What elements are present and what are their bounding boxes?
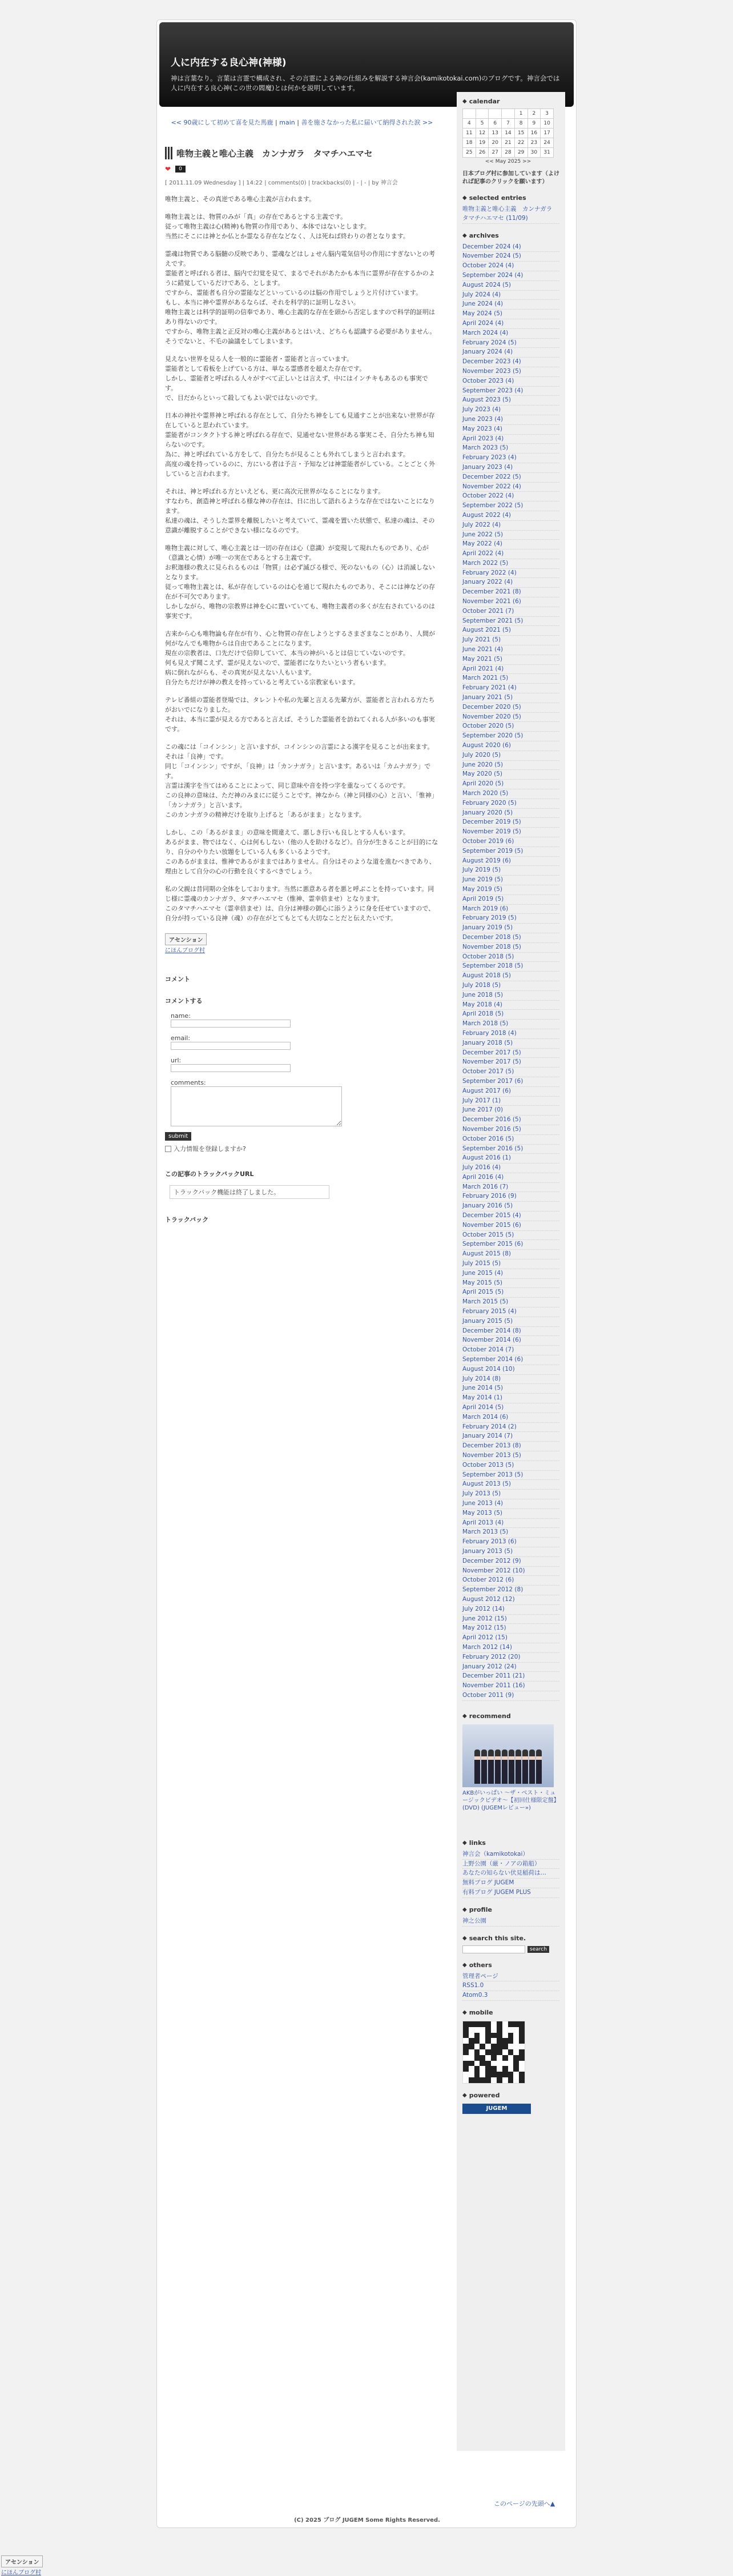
archive-link[interactable]: December 2024 (4) (462, 243, 559, 252)
archive-link[interactable]: August 2019 (6) (462, 857, 559, 866)
archive-link[interactable]: April 2018 (5) (462, 1010, 559, 1020)
archive-link[interactable]: November 2018 (5) (462, 943, 559, 953)
email-label: email: (171, 1034, 191, 1042)
archive-link[interactable]: November 2011 (16) (462, 1682, 559, 1691)
archive-link[interactable]: April 2021 (4) (462, 665, 559, 675)
entry-icon (165, 147, 173, 159)
search-title: search this site. (469, 1934, 526, 1942)
entry-paragraph: 日本の神社や霊界神と呼ばれる存在として、自分たち神をしても見通すことが出来ない世界が存在していると思われています。 霊能者がコンタクトする神と呼ばれる存在で、見通せない世界がある事実こそ、自分たち神も知らないのです。 為に、神と呼ばれている方をして、自分たちが見ることも外れてしまうと言われます。 高度の魂を持っているのに、方にいる者は予言・予知などは神霊能者がしている。ことごとく外していると言われます。 (165, 412, 435, 478)
archive-link[interactable]: June 2023 (4) (462, 415, 559, 425)
archive-link[interactable]: February 2016 (9) (462, 1192, 559, 1202)
corner-ascension-banner[interactable]: アセンション (1, 2555, 43, 2567)
sidebar (457, 92, 565, 2451)
recommend-title: recommend (469, 1712, 511, 1720)
links-title: links (469, 1839, 486, 1847)
remember-label: 入力情報を登録しますか? (174, 1145, 246, 1153)
sidebar-link[interactable]: 上野公園（厳・ノアの箱船） (462, 1860, 559, 1869)
archive-link[interactable]: October 2018 (5) (462, 953, 559, 962)
archive-link[interactable]: October 2017 (5) (462, 1068, 559, 1077)
archive-link[interactable]: September 2015 (6) (462, 1240, 559, 1250)
profile-list (462, 1917, 559, 1927)
archive-link[interactable]: March 2022 (5) (462, 559, 559, 569)
archive-link[interactable]: January 2015 (5) (462, 1317, 559, 1327)
archive-link[interactable]: March 2023 (5) (462, 444, 559, 454)
prev-entry-link[interactable]: << 90歳にして初めて喜を見た馬鹿 (171, 119, 273, 126)
archive-link[interactable]: February 2015 (4) (462, 1307, 559, 1317)
blog-title[interactable]: 人に内在する良心神(神様) (171, 57, 287, 69)
archive-link[interactable]: January 2023 (4) (462, 463, 559, 473)
recommend-image[interactable] (462, 1724, 554, 1787)
archive-link[interactable]: August 2012 (12) (462, 1595, 559, 1605)
calendar-day: 18 (463, 138, 476, 148)
archive-link[interactable]: July 2024 (4) (462, 291, 559, 300)
others-title: others (469, 1961, 492, 1969)
archive-link[interactable]: March 2018 (5) (462, 1020, 559, 1029)
archive-link[interactable]: December 2023 (4) (462, 358, 559, 367)
archive-link[interactable]: February 2022 (4) (462, 569, 559, 579)
next-entry-link[interactable]: 善を施さなかった私に届いて納得された涙 >> (301, 119, 433, 126)
archive-link[interactable]: November 2023 (5) (462, 367, 559, 377)
calendar-day: 7 (502, 119, 515, 129)
calendar-day: 8 (514, 119, 527, 129)
archive-link[interactable]: June 2021 (4) (462, 645, 559, 655)
mobile-title: mobile (469, 2008, 493, 2016)
trackback-url-heading: この記事のトラックバックURL (165, 1170, 254, 1178)
archive-link[interactable]: October 2019 (6) (462, 837, 559, 847)
archive-link[interactable]: December 2018 (5) (462, 933, 559, 943)
calendar-title: calendar (469, 98, 500, 105)
calendar-day (476, 109, 489, 119)
archive-link[interactable]: June 2014 (5) (462, 1384, 559, 1394)
calendar-day (489, 109, 502, 119)
entry-paragraph: この魂には「コインシン」と言いますが、コインシンの言霊による漢字を見ることが出来ます。それは「良神」です。 同じ「コインシン」ですが、「良神」は「カンナガラ」と言います。あるいは「カムナガラ」です。 言霊は漢字を当てはめることによって、同じ意味や音を持つ字を重なってくるのです。 この良神の意味は、ただ神のみまにに従うことです。神なから（神と同様の心）と言い、「惟神」「カンナガラ」と言います。 このカンナガラの精神だけを取り上げると「あるがまま」となります。 (165, 743, 438, 818)
selected-entries-list (462, 205, 559, 224)
archive-link[interactable]: June 2022 (5) (462, 531, 559, 540)
others-heading (462, 1961, 559, 1969)
sidebar-link[interactable]: 神言会（kamikotokai） (462, 1850, 559, 1860)
archive-link[interactable]: July 2023 (4) (462, 406, 559, 415)
archive-link[interactable]: July 2017 (1) (462, 1097, 559, 1106)
others-link[interactable]: RSS1.0 (462, 1981, 559, 1991)
others-link[interactable]: Atom0.3 (462, 1991, 559, 2001)
archive-link[interactable]: January 2012 (24) (462, 1663, 559, 1672)
entry-paragraph: 唯物主義と、その真逆である唯心主義が言われます。 (165, 195, 316, 203)
archive-link[interactable]: July 2018 (5) (462, 981, 559, 991)
archive-link[interactable]: January 2016 (5) (462, 1202, 559, 1211)
calendar-day: 13 (489, 129, 502, 138)
calendar-day: 30 (527, 148, 541, 158)
archive-link[interactable]: February 2012 (20) (462, 1653, 559, 1663)
archive-link[interactable]: January 2022 (4) (462, 578, 559, 588)
entry-paragraph: それは、神と呼ばれる方といえども、更に高次元世界がなることになります。 すなわち、創造神と呼ばれる様な神の存在は、日に出して語れるような存在ではないことになります。 私達の魂は、そうした霊界を離脱したいと考えていて、霊魂を置いた状態で、私達の魂は、その意識が離脱することができない様になるのです。 (165, 488, 435, 534)
page-top-link[interactable]: このページの先頭へ▲ (494, 2500, 555, 2507)
archive-link[interactable]: June 2024 (4) (462, 300, 559, 310)
calendar-nav[interactable]: << May 2025 >> (485, 159, 531, 164)
archive-link[interactable]: February 2014 (2) (462, 1423, 559, 1433)
corner-ranking-link[interactable]: にほんブログ村 (1, 2570, 41, 2576)
archive-link[interactable]: August 2015 (8) (462, 1250, 559, 1259)
archive-link[interactable]: September 2023 (4) (462, 387, 559, 396)
calendar-day: 23 (527, 138, 541, 148)
bullet-icon: ◆ (462, 1906, 467, 1913)
calendar-day: 16 (527, 129, 541, 138)
archive-link[interactable]: February 2024 (5) (462, 339, 559, 348)
archive-link[interactable]: February 2019 (5) (462, 914, 559, 924)
archive-link[interactable]: September 2024 (4) (462, 271, 559, 281)
name-label: name: (171, 1012, 191, 1020)
archive-link[interactable]: December 2020 (5) (462, 703, 559, 713)
blog-description: 神は言葉なり。言葉は言霊で構成され、その言霊による神の仕組みを解説する神言会(kamikotokai.com)のブログです。神言会では人に内在する良心神(この世の閻魔)とは何かを説明しています。 (171, 74, 560, 92)
archive-link[interactable]: May 2015 (5) (462, 1279, 559, 1289)
archive-link[interactable]: February 2021 (4) (462, 684, 559, 693)
bullet-icon: ◆ (462, 1839, 467, 1846)
recommend-heading (462, 1712, 559, 1720)
calendar-table (462, 109, 554, 158)
entry-paragraph: 私の父親は昔同期の全体をしております。当然に悪意ある者を悪と呼ぶことを持っています。同じ様に霊魂のカンナガラ、タマチハエマセ（惟神、霊幸倍ませ）となります。 このタマチハエマセ（霊幸倍ませ）は、自分は神様の御心に添うように身を任せていますので、自分が持っている良神（魂）の存在がとてもとても大切なことだと伝えたいです。 (165, 885, 435, 922)
comments-textarea[interactable] (171, 1086, 342, 1126)
submit-button[interactable]: submit (165, 1132, 191, 1141)
trackback-heading: トラックバック (165, 1216, 209, 1223)
sidebar-link[interactable]: あなたの知らない伏見稲荷は… (462, 1869, 559, 1879)
sidebar-link[interactable]: 有料ブログ JUGEM PLUS (462, 1888, 559, 1898)
archive-link[interactable]: May 2019 (5) (462, 885, 559, 895)
archive-link[interactable]: February 2018 (4) (462, 1029, 559, 1039)
trackback-url-field[interactable]: トラックバック機能は終了しました。 (170, 1185, 329, 1199)
ranking-link[interactable]: にほんブログ村 (165, 948, 205, 954)
ascension-banner[interactable]: アセンション (165, 933, 207, 945)
archive-link[interactable]: October 2013 (5) (462, 1461, 559, 1471)
sidebar-link[interactable]: 無料ブログ JUGEM (462, 1879, 559, 1888)
archive-link[interactable]: February 2013 (6) (462, 1538, 559, 1547)
archive-link[interactable]: April 2014 (5) (462, 1403, 559, 1413)
archive-link[interactable]: September 2018 (5) (462, 962, 559, 972)
archive-link[interactable]: July 2020 (5) (462, 751, 559, 761)
calendar-day: 12 (476, 129, 489, 138)
archive-link[interactable]: March 2019 (6) (462, 905, 559, 914)
archive-link[interactable]: September 2022 (5) (462, 501, 559, 511)
archive-link[interactable]: December 2019 (5) (462, 818, 559, 828)
entry-paragraph: 唯物主義とは、物質のみが「真」の存在であるとする主義です。 従って唯物主義は心(精神)も物質の作用であり、本体ではないとします。 当然にそこには神とか仏とか霊なる存在などなく、人は死ねば終わりの者となります。 (165, 213, 409, 240)
powered-title: powered (469, 2091, 500, 2099)
archive-link[interactable]: October 2014 (7) (462, 1346, 559, 1355)
links-heading (462, 1839, 559, 1847)
bullet-icon: ◆ (462, 2092, 467, 2098)
archive-link[interactable]: April 2013 (4) (462, 1519, 559, 1528)
main-column (165, 118, 439, 1224)
archive-link[interactable]: May 2021 (5) (462, 655, 559, 665)
archive-link[interactable]: December 2015 (4) (462, 1211, 559, 1221)
calendar-day: 26 (476, 148, 489, 158)
archive-link[interactable]: August 2023 (5) (462, 396, 559, 406)
archive-link[interactable]: January 2021 (5) (462, 693, 559, 703)
archives-list (462, 243, 559, 1701)
archive-link[interactable]: July 2013 (5) (462, 1490, 559, 1499)
entry-meta: [ 2011.11.09 Wednesday ] | 14:22 | comments(0) | trackbacks(0) | - | - | by 神言会 (165, 180, 398, 186)
archive-link[interactable]: December 2021 (8) (462, 588, 559, 597)
archive-link[interactable]: November 2014 (6) (462, 1336, 559, 1346)
calendar-day: 28 (502, 148, 515, 158)
archive-link[interactable]: July 2021 (5) (462, 636, 559, 645)
email-input[interactable] (171, 1042, 291, 1050)
archive-link[interactable]: April 2024 (4) (462, 319, 559, 329)
archive-link[interactable]: November 2017 (5) (462, 1058, 559, 1068)
archive-link[interactable]: August 2017 (6) (462, 1087, 559, 1097)
remember-row (165, 1144, 439, 1153)
archive-link[interactable]: September 2016 (5) (462, 1145, 559, 1154)
entry-paragraph: 古来から心も唯物論も存在が有り、心と物質の存在しようとするさまざまなことがあり、人間が何がなんでも唯物からは自由であることになります。 現在の宗教者は、口先だけで信仰していて、本当の神がいるとは信じていないのです。 何も見えず聞こえず、霊が見えないので、霊能者になりたいという者もいます。 病に倒れながらも、その真実が見えない人もいます。 自分たちだけが神の教えを持っていると考えている宗教家もいます。 (165, 630, 435, 686)
archive-link[interactable]: September 2014 (6) (462, 1355, 559, 1365)
remember-checkbox[interactable] (165, 1146, 171, 1152)
others-link[interactable]: 管理者ページ (462, 1972, 559, 1982)
archive-link[interactable]: June 2020 (5) (462, 761, 559, 771)
archive-link[interactable]: December 2011 (21) (462, 1672, 559, 1682)
archive-link[interactable]: January 2019 (5) (462, 924, 559, 933)
archive-link[interactable]: March 2024 (4) (462, 329, 559, 339)
archive-link[interactable]: April 2012 (15) (462, 1634, 559, 1643)
archive-link[interactable]: January 2024 (4) (462, 348, 559, 358)
archive-link[interactable]: October 2012 (6) (462, 1576, 559, 1586)
archive-link[interactable]: January 2018 (5) (462, 1039, 559, 1049)
entry-title: 唯物主義と唯心主義 カンナガラ タマチハエマセ (176, 148, 373, 159)
archive-link[interactable]: May 2012 (15) (462, 1624, 559, 1634)
comments-label: comments: (171, 1079, 206, 1086)
corner-ranking-banner (1, 2555, 43, 2576)
calendar-day: 3 (541, 109, 554, 119)
bullet-icon: ◆ (462, 1712, 467, 1719)
archive-link[interactable]: August 2024 (5) (462, 281, 559, 291)
archive-link[interactable]: August 2020 (6) (462, 741, 559, 751)
jugem-logo[interactable]: JUGEM (462, 2104, 531, 2114)
archive-link[interactable]: October 2015 (5) (462, 1231, 559, 1241)
archive-link[interactable]: May 2024 (5) (462, 310, 559, 319)
archive-link[interactable]: May 2018 (4) (462, 1001, 559, 1010)
bullet-icon: ◆ (462, 1935, 467, 1941)
recommend-item-link[interactable]: AKBがいっぱい ～ザ・ベスト・ミュージックビデオ～【初回仕様限定盤】(DVD) (JUGEMレビュー») (462, 1789, 559, 1811)
archive-link[interactable]: August 2014 (10) (462, 1365, 559, 1375)
archive-link[interactable]: September 2012 (8) (462, 1586, 559, 1595)
archive-link[interactable]: August 2013 (5) (462, 1480, 559, 1490)
archive-link[interactable]: July 2016 (4) (462, 1163, 559, 1173)
archive-link[interactable]: February 2023 (4) (462, 454, 559, 463)
archive-link[interactable]: November 2021 (6) (462, 597, 559, 607)
archive-link[interactable]: May 2023 (4) (462, 425, 559, 435)
archive-link[interactable]: January 2014 (7) (462, 1432, 559, 1442)
nav-separator: | (297, 119, 299, 126)
archive-link[interactable]: March 2020 (5) (462, 789, 559, 799)
archive-link[interactable]: August 2022 (4) (462, 511, 559, 521)
archive-link[interactable]: March 2021 (5) (462, 674, 559, 684)
search-heading (462, 1935, 559, 1942)
name-input[interactable] (171, 1020, 291, 1028)
archive-link[interactable]: October 2023 (4) (462, 377, 559, 387)
calendar-day (502, 109, 515, 119)
archive-link[interactable]: August 2018 (5) (462, 972, 559, 981)
archive-link[interactable]: March 2013 (5) (462, 1528, 559, 1538)
calendar-day: 22 (514, 138, 527, 148)
archive-link[interactable]: April 2022 (4) (462, 549, 559, 559)
archive-link[interactable]: December 2016 (5) (462, 1116, 559, 1125)
search-row (462, 1945, 559, 1953)
footer-copyright: (C) 2025 ブログ JUGEM Some Rights Reserved. (294, 2517, 440, 2523)
bullet-icon: ◆ (462, 232, 467, 239)
calendar-day: 5 (476, 119, 489, 129)
url-input[interactable] (171, 1064, 291, 1072)
entry-badges (165, 165, 439, 173)
entry-paragraph: 見えない世界を見る人を一般的に霊能者・霊能者と言っています。 霊能者として看板を上げている方は、単なる霊感者を超えた存在です。 しかし、霊能者と呼ばれる人々がすべて正しいとは言えず、中にはインチキもあるのも事実です。 で、目だからといって殺してもよい訳ではないのです。 (165, 355, 428, 402)
archive-link[interactable]: September 2021 (5) (462, 617, 559, 627)
archive-link[interactable]: September 2017 (6) (462, 1077, 559, 1087)
entry-paragraph: しかし、この「あるがまま」の意味を間違えて、悪しき行いも良しとする人もいます。 あるがまま、物ではなく、心は何もしない（他の人を助けるなど）。自分が生きることが目的になり、自分のやりたい放題をしている人も多くいるようです。 このあるがままは、惟神であるがままではありません。自分はそのような道を進むべきであり、理由として自分の心の行動を良くするべきでしょう。 (165, 829, 438, 875)
archive-link[interactable]: November 2020 (5) (462, 713, 559, 723)
calendar-day: 4 (463, 119, 476, 129)
search-button[interactable]: search (527, 1946, 549, 1953)
archive-link[interactable]: March 2016 (7) (462, 1183, 559, 1193)
archive-link[interactable]: July 2012 (14) (462, 1605, 559, 1615)
calendar-day: 11 (463, 129, 476, 138)
archive-link[interactable]: December 2013 (8) (462, 1442, 559, 1451)
archive-link[interactable]: May 2013 (5) (462, 1509, 559, 1519)
archive-link[interactable]: March 2015 (5) (462, 1298, 559, 1307)
main-link[interactable]: main (279, 119, 295, 126)
archive-link[interactable]: September 2019 (5) (462, 847, 559, 857)
archives-title: archives (469, 231, 499, 239)
page-container (156, 19, 577, 2528)
calendar-day: 15 (514, 129, 527, 138)
qr-code-image (462, 2021, 525, 2084)
archive-link[interactable]: November 2024 (5) (462, 252, 559, 262)
search-input[interactable] (462, 1945, 525, 1953)
entry-paragraph: 唯物主義に対して、唯心主義とは一切の存在は心（意識）が変現して現れたものであり、心が（意識と心情）が唯一の実在であるとする主義です。 お釈迦様の教えに見られるものは「物質」は必ず滅びる様で、死のないもの（心）は消滅しないとなります。 従って唯物主義とは、私が存在しているのは心を通じて現れたものであり、そこには神などの存在が不可欠であります。 しかしながら、唯物の宗教界は神を心に置いていても、唯物主義者の多くが左右されているのは事実です。 (165, 544, 435, 620)
archive-link[interactable]: December 2014 (8) (462, 1327, 559, 1337)
archive-link[interactable]: April 2019 (5) (462, 895, 559, 905)
archive-link[interactable]: November 2013 (5) (462, 1451, 559, 1461)
archive-link[interactable]: June 2018 (5) (462, 991, 559, 1001)
archive-link[interactable]: October 2022 (4) (462, 492, 559, 501)
archive-link[interactable]: December 2017 (5) (462, 1049, 559, 1058)
archive-link[interactable]: November 2015 (6) (462, 1221, 559, 1231)
selected-entries-title: selected entries (469, 194, 526, 202)
heart-icon[interactable]: ❤ (165, 165, 171, 173)
archive-link[interactable]: December 2012 (9) (462, 1557, 559, 1567)
archive-link[interactable]: July 2022 (4) (462, 521, 559, 531)
archive-link[interactable]: July 2019 (5) (462, 866, 559, 876)
archive-link[interactable]: November 2019 (5) (462, 828, 559, 837)
archive-link[interactable]: February 2020 (5) (462, 799, 559, 809)
bullet-icon: ◆ (462, 98, 467, 105)
entry-paragraph: テレビ番組の霊能者登場では、タレントや私の先輩と言える先輩方が、霊能者と言われる方たちがおいでになりました。 それは、本当に霊が見える方であると言えば、そうした霊能者を訪ねてくれる人が多いのも事実です。 (165, 696, 435, 733)
mobile-heading (462, 2009, 559, 2016)
archive-link[interactable]: June 2019 (5) (462, 876, 559, 885)
comments-heading: コメント (165, 976, 190, 983)
archive-link[interactable]: June 2012 (15) (462, 1615, 559, 1624)
archive-link[interactable]: October 2011 (9) (462, 1691, 559, 1701)
calendar-day: 10 (541, 119, 554, 129)
archive-link[interactable]: June 2017 (0) (462, 1106, 559, 1116)
calendar-day (463, 109, 476, 119)
comment-form (165, 1012, 439, 1153)
archive-link[interactable]: April 2020 (5) (462, 780, 559, 789)
calendar-day: 29 (514, 148, 527, 158)
calendar-day: 1 (514, 109, 527, 119)
bullet-icon: ◆ (462, 195, 467, 201)
archive-link[interactable]: October 2020 (5) (462, 722, 559, 732)
calendar-day: 9 (527, 119, 541, 129)
archive-link[interactable]: May 2020 (5) (462, 770, 559, 780)
calendar-day: 17 (541, 129, 554, 138)
archive-link[interactable]: July 2014 (8) (462, 1375, 559, 1385)
archive-link[interactable]: October 2024 (4) (462, 262, 559, 271)
blog-village-note[interactable]: 日本ブログ村に参加しています（よければ記事のクリックを願います） (462, 171, 559, 185)
calendar-day: 31 (541, 148, 554, 158)
archive-link[interactable]: June 2013 (4) (462, 1499, 559, 1509)
entry-title-row (165, 147, 439, 159)
archive-link[interactable]: October 2021 (7) (462, 607, 559, 617)
calendar-day: 2 (527, 109, 541, 119)
calendar-heading (462, 98, 559, 105)
calendar-day: 27 (489, 148, 502, 158)
archive-link[interactable]: July 2015 (5) (462, 1259, 559, 1269)
calendar-day: 20 (489, 138, 502, 148)
archive-link[interactable]: May 2022 (4) (462, 540, 559, 549)
selected-entries-heading (462, 194, 559, 202)
archive-link[interactable]: March 2014 (6) (462, 1413, 559, 1423)
archive-link[interactable]: November 2012 (10) (462, 1567, 559, 1576)
archive-link[interactable]: May 2014 (1) (462, 1394, 559, 1403)
calendar-day: 6 (489, 119, 502, 129)
archive-link[interactable]: August 2016 (1) (462, 1154, 559, 1163)
archive-link[interactable]: January 2020 (5) (462, 809, 559, 818)
profile-link[interactable]: 神之公園 (462, 1917, 559, 1927)
archives-heading (462, 232, 559, 239)
selected-entry-link[interactable]: 唯物主義と唯心主義 カンナガラ タマチハエマセ (11/09) (462, 205, 559, 224)
calendar-day: 25 (463, 148, 476, 158)
calendar-day: 14 (502, 129, 515, 138)
profile-heading (462, 1906, 559, 1913)
archive-link[interactable]: September 2020 (5) (462, 732, 559, 741)
powered-heading (462, 2092, 559, 2099)
archive-link[interactable]: January 2013 (5) (462, 1547, 559, 1557)
comment-form-heading: コメントする (165, 997, 203, 1005)
entry-body (165, 194, 439, 923)
links-list (462, 1850, 559, 1898)
archive-link[interactable]: March 2012 (14) (462, 1643, 559, 1653)
hatena-count-badge[interactable]: 0 (175, 166, 186, 172)
calendar-day: 21 (502, 138, 515, 148)
archive-link[interactable]: April 2016 (4) (462, 1173, 559, 1183)
others-list (462, 1972, 559, 2001)
url-label: url: (171, 1057, 182, 1064)
profile-title: profile (469, 1905, 492, 1913)
entry-paragraph: 霊魂は物質である脳髄の反映であり、霊魂などはしょせん脳内電気信号の作用にすぎないとの考えです。 霊能者と呼ばれる者は、脳内で幻覚を見て、まるでそれがあたかも本当に霊界が存在するかのように錯覚しているだけである、とします。 ですから、霊能者も自分の霊能などといっているのは脳の作用でしょうと片付けています。 もし、本当に神や霊界があるならば、それを科学的に証明しなさい。 唯物主義とは科学的証明の信奉であり、唯心主義的な存在を頭から否定しますので科学的証明はあり得ないのです。 ですから、唯物主義と正反対の唯心主義があるとはいえ、どちらも認識する必要がありません。そうでないと、不毛の論議をしてしまいます。 (165, 250, 436, 345)
archive-link[interactable]: April 2015 (5) (462, 1288, 559, 1298)
nav-separator: | (275, 119, 277, 126)
archive-link[interactable]: August 2021 (5) (462, 626, 559, 636)
bullet-icon: ◆ (462, 2009, 467, 2016)
calendar-day: 24 (541, 138, 554, 148)
calendar-day: 19 (476, 138, 489, 148)
entry-navigation (165, 118, 439, 127)
archive-link[interactable]: September 2013 (5) (462, 1471, 559, 1480)
archive-link[interactable]: October 2016 (5) (462, 1135, 559, 1145)
bullet-icon: ◆ (462, 1961, 467, 1968)
archive-link[interactable]: June 2015 (4) (462, 1269, 559, 1279)
archive-link[interactable]: April 2023 (4) (462, 435, 559, 444)
archive-link[interactable]: December 2022 (5) (462, 473, 559, 483)
archive-link[interactable]: November 2016 (5) (462, 1125, 559, 1135)
archive-link[interactable]: November 2022 (4) (462, 483, 559, 492)
